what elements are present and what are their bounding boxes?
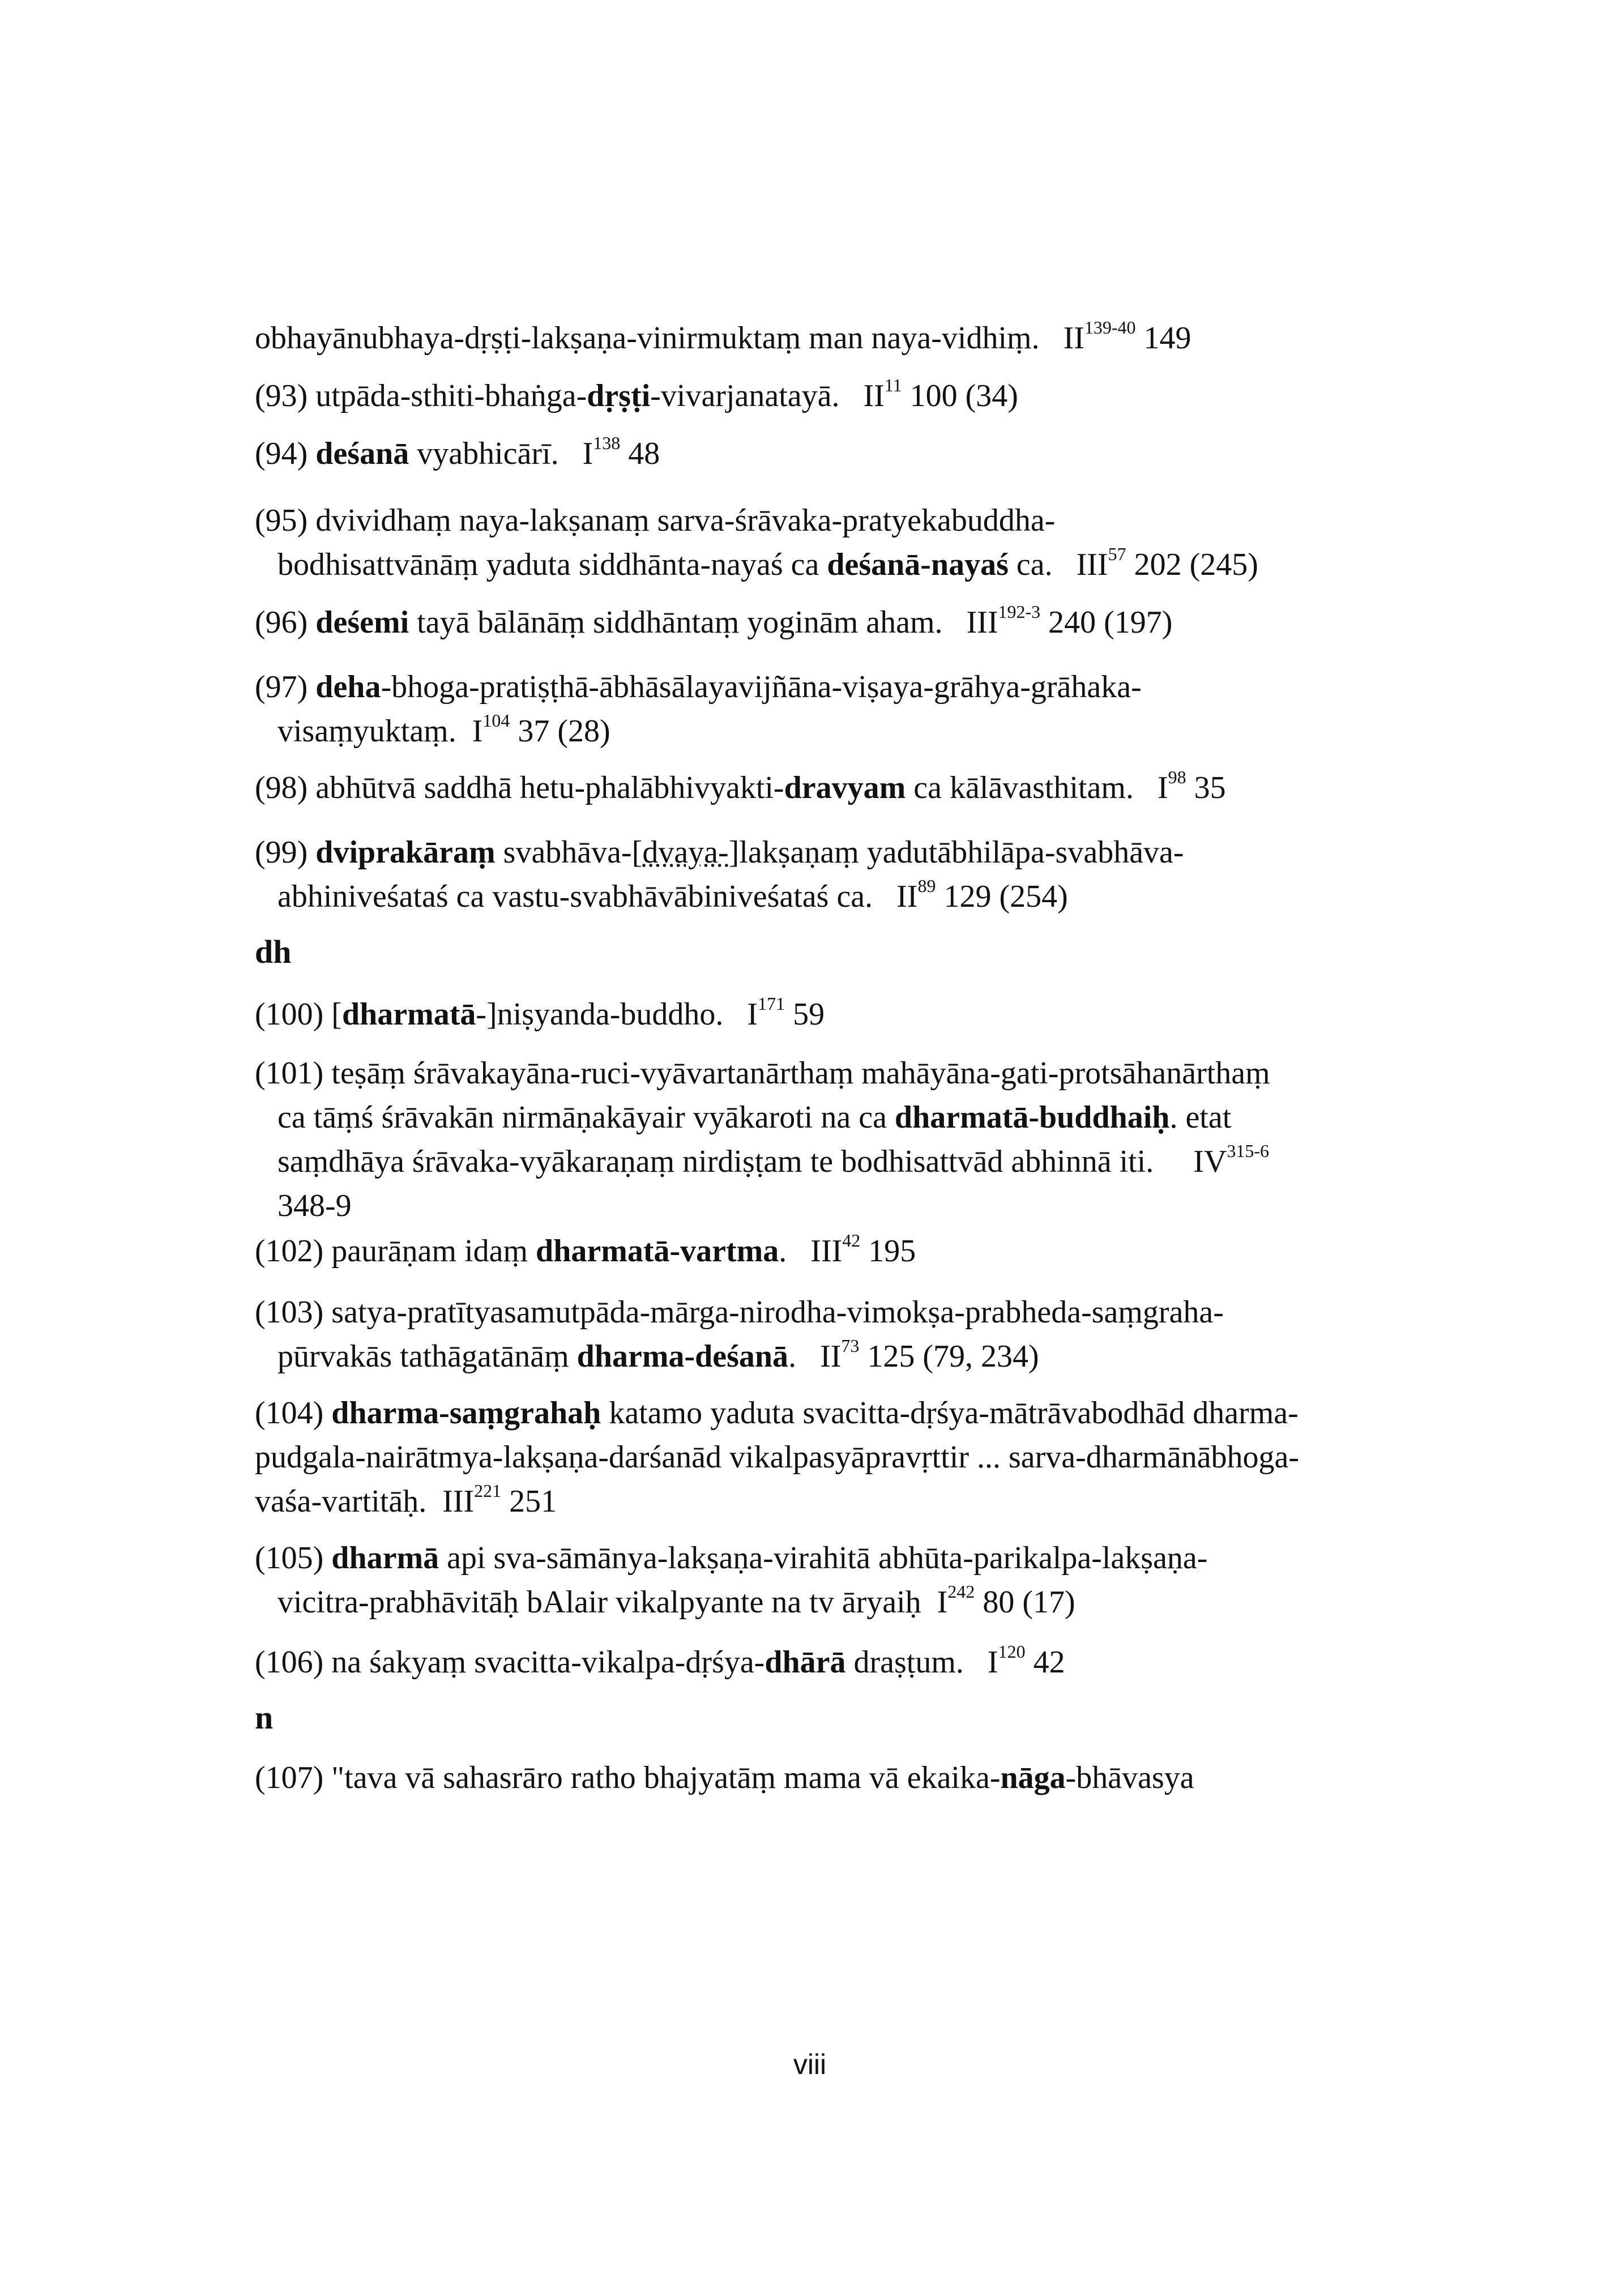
headword: deśemi — [315, 605, 409, 640]
editorial-insertion: dvaya- — [642, 835, 729, 870]
headword: dhārā — [764, 1645, 846, 1680]
reference-verse: 139-40 — [1084, 317, 1136, 338]
entry-98 — [255, 766, 1410, 810]
headword: nāga — [1000, 1760, 1066, 1795]
entry-102 — [255, 1229, 1410, 1273]
entry-number: (93) — [255, 378, 316, 413]
entry-99 — [255, 830, 1410, 919]
entry-number: (94) — [255, 436, 316, 471]
reference-page: 100 (34) — [902, 378, 1018, 413]
reference-volume: III — [442, 1484, 475, 1519]
entry-number: (97) — [255, 669, 316, 705]
reference-volume: IV — [1193, 1144, 1227, 1179]
entry-number: (95) — [255, 503, 316, 538]
reference-verse: 11 — [884, 375, 902, 395]
reference-volume: III — [966, 605, 998, 640]
entry-text: -]niṣyanda-buddho. — [476, 997, 724, 1032]
reference-page: 149 — [1135, 321, 1191, 356]
entry-text: vyabhicārī. — [409, 436, 559, 471]
entry-97 — [255, 665, 1410, 753]
entry-text: utpāda-sthiti-bhaṅga- — [315, 378, 587, 413]
reference-volume: I — [1157, 770, 1168, 805]
entry-text: . — [788, 1339, 797, 1374]
entry-number: (99) — [255, 835, 316, 870]
entry-number: (107) — [255, 1760, 332, 1795]
entry-text: na śakyaṃ svacitta-vikalpa-dṛśya- — [331, 1645, 765, 1680]
entry-92-continuation — [255, 316, 1410, 360]
entry-text: dvividhaṃ naya-lakṣanaṃ sarva-śrāvaka-pratyekabuddha- — [315, 503, 1056, 538]
entry-text: bodhisattvānāṃ yaduta siddhānta-nayaś ca — [277, 547, 827, 582]
reference-verse: 221 — [474, 1480, 502, 1501]
headword: dravyam — [784, 770, 906, 805]
reference-verse: 57 — [1108, 544, 1126, 564]
reference-page: 42 — [1025, 1645, 1065, 1680]
entry-text: ]lakṣaṇaṃ yadutābhilāpa-svabhāva- — [728, 835, 1184, 870]
entry-text: vaśa-vartitāḥ. — [255, 1484, 427, 1519]
reference-verse: 98 — [1168, 767, 1186, 787]
entry-text: [ — [331, 997, 342, 1032]
reference-volume: I — [747, 997, 758, 1032]
page-number: viii — [793, 2049, 827, 2080]
entry-104 — [255, 1391, 1410, 1523]
reference-page: 48 — [620, 436, 660, 471]
entry-number: (103) — [255, 1295, 332, 1330]
entry-number: (101) — [255, 1056, 332, 1091]
reference-volume: III — [810, 1234, 843, 1269]
entry-94 — [255, 432, 1410, 476]
entry-number: (100) — [255, 997, 332, 1032]
reference-volume: II — [1063, 321, 1084, 356]
reference-volume: I — [582, 436, 593, 471]
reference-page: 202 (245) — [1126, 547, 1258, 582]
entry-105 — [255, 1536, 1410, 1624]
entry-text: ca kālāvasthitam. — [906, 770, 1134, 805]
entry-number: (96) — [255, 605, 316, 640]
entry-95 — [255, 498, 1410, 587]
entry-number: (105) — [255, 1540, 332, 1576]
headword: deha — [315, 669, 381, 705]
entry-text: ca. — [1008, 547, 1053, 582]
reference-page: 59 — [785, 997, 825, 1032]
section-heading-dh: dh — [255, 933, 292, 970]
headword: deśanā — [315, 436, 409, 471]
reference-verse: 42 — [842, 1230, 861, 1251]
entry-text: vicitra-prabhāvitāḥ bAlair vikalpyante na tv āryaiḥ — [277, 1585, 921, 1620]
entry-text: pūrvakās tathāgatānāṃ — [277, 1339, 577, 1374]
reference-page: 348-9 — [277, 1188, 352, 1223]
entry-text: ca tāṃś śrāvakān nirmāṇakāyair vyākaroti na ca — [277, 1100, 895, 1135]
entry-text: . — [779, 1234, 787, 1269]
reference-volume: II — [820, 1339, 842, 1374]
entry-text: satya-pratītyasamutpāda-mārga-nirodha-vimokṣa-prabheda-saṃgraha- — [331, 1295, 1224, 1330]
entry-106 — [255, 1640, 1410, 1684]
reference-verse: 104 — [482, 710, 510, 731]
entry-number: (104) — [255, 1395, 332, 1431]
reference-volume: II — [863, 378, 885, 413]
entry-text: api sva-sāmānya-lakṣaṇa-virahitā abhūta-parikalpa-lakṣaṇa- — [439, 1540, 1208, 1576]
entry-text: -vivarjanatayā. — [650, 378, 840, 413]
entry-text: obhayānubhaya-dṛṣṭi-lakṣaṇa-vinirmuktaṃ man naya-vidhiṃ. — [255, 321, 1040, 356]
entry-text: paurāṇam idaṃ — [331, 1234, 536, 1269]
headword: dharma-saṃgrahaḥ — [331, 1395, 601, 1431]
reference-verse: 120 — [998, 1641, 1026, 1662]
reference-page: 37 (28) — [510, 714, 610, 749]
entry-text: katamo yaduta svacitta-dṛśya-mātrāvabodhād dharma- — [601, 1395, 1299, 1431]
reference-page: 195 — [860, 1234, 916, 1269]
reference-volume: I — [472, 714, 483, 749]
entry-text: "tava vā sahasrāro ratho bhajyatāṃ mama vā ekaika- — [331, 1760, 1001, 1795]
reference-page: 240 (197) — [1040, 605, 1173, 640]
entry-text: draṣṭum. — [845, 1645, 964, 1680]
entry-text: saṃdhāya śrāvaka-vyākaraṇaṃ nirdiṣṭam te bodhisattvād abhinnā iti. — [277, 1144, 1154, 1179]
reference-verse: 138 — [593, 433, 621, 453]
entry-text: tayā bālānāṃ siddhāntaṃ yoginām aham. — [409, 605, 943, 640]
reference-verse: 242 — [947, 1581, 975, 1602]
entry-103 — [255, 1290, 1410, 1379]
reference-page: 80 (17) — [975, 1585, 1075, 1620]
headword: dviprakāraṃ — [315, 835, 496, 870]
entry-93 — [255, 374, 1410, 418]
reference-verse: 171 — [758, 993, 785, 1014]
reference-volume: I — [987, 1645, 998, 1680]
entry-text: teṣāṃ śrāvakayāna-ruci-vyāvartanārthaṃ mahāyāna-gati-protsāhanārthaṃ — [331, 1056, 1270, 1091]
headword: deśanā-nayaś — [827, 547, 1009, 582]
reference-verse: 315-6 — [1227, 1141, 1270, 1161]
reference-page: 129 (254) — [936, 879, 1068, 914]
entry-100 — [255, 992, 1410, 1036]
reference-verse: 89 — [917, 876, 936, 896]
reference-page: 35 — [1186, 770, 1226, 805]
entry-101 — [255, 1051, 1410, 1228]
headword: dharmatā-vartma — [536, 1234, 779, 1269]
entry-text: visaṃyuktaṃ. — [277, 714, 456, 749]
reference-volume: III — [1076, 547, 1108, 582]
entry-107 — [255, 1756, 1410, 1800]
headword: dharmatā-buddhaiḥ — [894, 1100, 1170, 1135]
entry-number: (102) — [255, 1234, 332, 1269]
entry-number: (106) — [255, 1645, 332, 1680]
headword: dharma-deśanā — [576, 1339, 789, 1374]
headword: dharmā — [331, 1540, 439, 1576]
entry-text: svabhāva-[ — [495, 835, 643, 870]
reference-volume: I — [937, 1585, 948, 1620]
reference-page: 251 — [501, 1484, 557, 1519]
entry-96 — [255, 600, 1410, 645]
entry-text: -bhoga-pratiṣṭhā-ābhāsālayavijñāna-viṣaya-grāhya-grāhaka- — [381, 669, 1142, 705]
entry-text: pudgala-nairātmya-lakṣaṇa-darśanād vikalpasyāpravṛttir ... sarva-dharmānābhoga- — [255, 1440, 1300, 1475]
headword: dharmatā — [341, 997, 476, 1032]
reference-verse: 73 — [841, 1335, 860, 1356]
reference-verse: 192-3 — [998, 601, 1041, 622]
headword: dṛṣṭi — [587, 378, 651, 413]
entry-text: -bhāvasya — [1065, 1760, 1194, 1795]
entry-text: abhūtvā saddhā hetu-phalābhivyakti- — [315, 770, 784, 805]
reference-volume: II — [896, 879, 918, 914]
reference-page: 125 (79, 234) — [859, 1339, 1039, 1374]
entry-text: abhiniveśataś ca vastu-svabhāvābiniveśataś ca. — [277, 879, 873, 914]
entry-number: (98) — [255, 770, 316, 805]
section-heading-n: n — [255, 1699, 274, 1736]
entry-text: . etat — [1169, 1100, 1232, 1135]
